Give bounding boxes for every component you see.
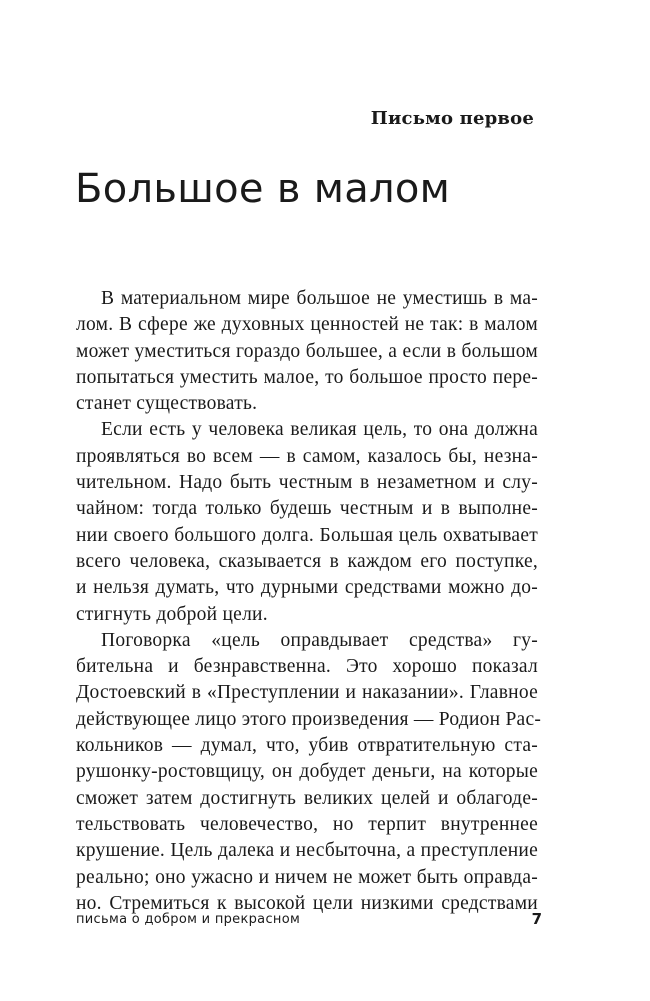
text-line: бительна и безнравственна. Это хорошо показал	[76, 656, 538, 678]
text-line: чайном: тогда только будешь честным и в выполне-	[76, 498, 538, 520]
text-line: стигнуть доброй цели.	[76, 603, 268, 625]
text-line: чительном. Надо быть честным в незаметном и слу-	[76, 472, 538, 494]
text-line: реально; оно ужасно и ничем не может быть оправда-	[76, 866, 538, 888]
text-line: и нельзя думать, что дурными средствами можно до-	[76, 577, 538, 599]
text-line: В материальном мире большое не уместишь в ма-	[101, 288, 538, 309]
text-line: рушонку-ростовщицу, он добудет деньги, на которые	[76, 761, 538, 783]
letter-label: Письмо первое	[370, 108, 534, 129]
text-line: лом. В сфере же духовных ценностей не так: в малом	[76, 314, 538, 336]
text-line: станет существовать.	[76, 393, 258, 415]
text-line: Поговорка «цель оправдывает средства» гу-	[101, 629, 538, 651]
page-number: 7	[531, 910, 542, 928]
text-line: может уместиться гораздо большее, а если в большом	[76, 340, 538, 362]
text-line: кольников — думал, что, убив отвратительную ста-	[76, 735, 538, 757]
text-line: действующее лицо этого произведения — Родион Рас-	[76, 708, 542, 730]
chapter-title: Большое в малом	[75, 166, 451, 212]
text-line: всего человека, сказывается в каждом его поступке,	[76, 550, 538, 572]
running-footer-title: письма о добром и прекрасном	[76, 912, 301, 927]
text-line: Если есть у человека великая цель, то она должна	[101, 419, 538, 441]
text-line: тельствовать человечество, но терпит внутреннее	[76, 813, 538, 835]
text-line: попытаться уместить малое, то большое просто пере-	[76, 366, 538, 388]
text-line: но. Стремиться к высокой цели низкими средствами	[76, 892, 538, 914]
text-line: крушение. Цель далека и несбыточна, а преступление	[76, 840, 538, 862]
text-line: Достоевский в «Преступлении и наказании». Главное	[76, 682, 538, 704]
text-line: нии своего большого долга. Большая цель охватывает	[76, 524, 538, 546]
body-text	[76, 286, 542, 917]
text-line: проявляться во всем — в самом, казалось бы, незна-	[76, 445, 538, 467]
text-line: сможет затем достигнуть великих целей и облагоде-	[76, 787, 538, 809]
